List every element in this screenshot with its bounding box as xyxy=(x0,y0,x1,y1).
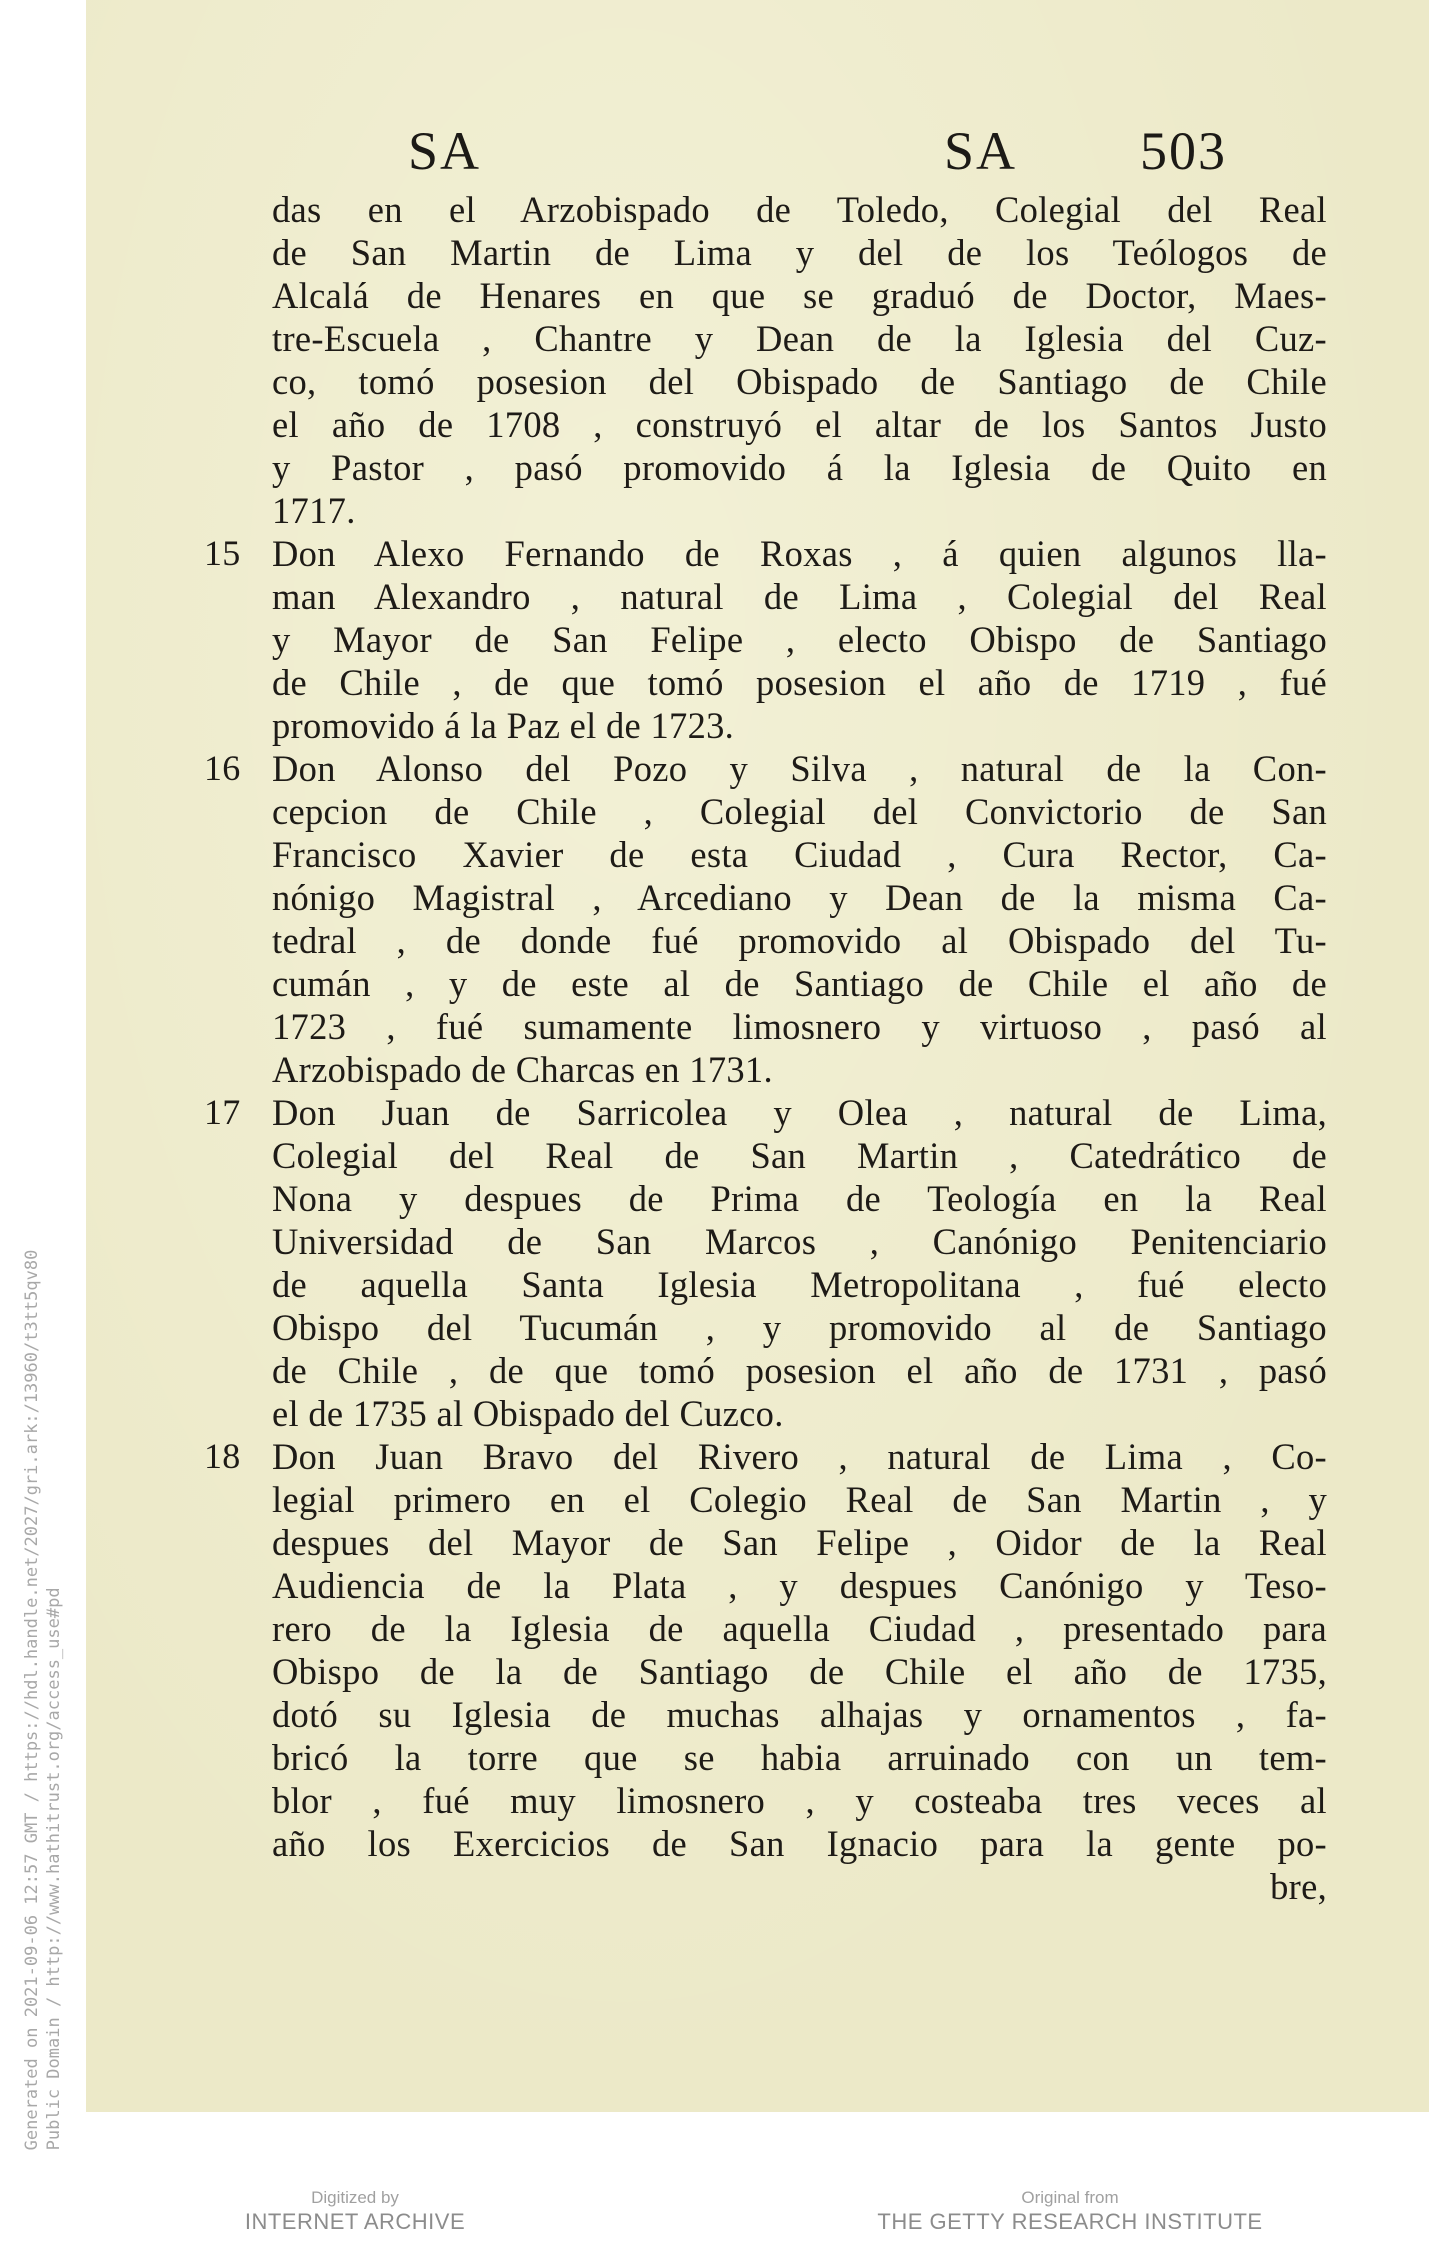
text-line: Universidad de San Marcos , Canónigo Penitenciario xyxy=(272,1221,1327,1262)
entry-number: 18 xyxy=(204,1436,241,1476)
internet-archive-label: INTERNET ARCHIVE xyxy=(244,2209,466,2234)
entry-number: 17 xyxy=(204,1092,241,1132)
access-stamp-line-1: Generated on 2021-09-06 12:57 GMT / https://hdl.handle.net/2027/gri.ark:/13960/t3tt5qv80 xyxy=(22,1249,42,2151)
text-line: Alcalá de Henares en que se graduó de Doctor, Maes- xyxy=(272,275,1327,316)
scanned-page xyxy=(86,0,1429,2112)
footer xyxy=(0,2188,1429,2242)
original-from-credit xyxy=(870,2188,1270,2236)
digitized-by-credit xyxy=(230,2188,480,2236)
text-line: das en el Arzobispado de Toledo, Colegial del Real xyxy=(272,189,1327,230)
text-line: de aquella Santa Iglesia Metropolitana , fué electo xyxy=(272,1264,1327,1305)
text-line: el de 1735 al Obispado del Cuzco. xyxy=(272,1393,784,1434)
text-line: co, tomó posesion del Obispado de Santiago de Chile xyxy=(272,361,1327,402)
text-line: despues del Mayor de San Felipe , Oidor de la Real xyxy=(272,1522,1327,1563)
text-line: tedral , de donde fué promovido al Obispado del Tu- xyxy=(272,920,1327,961)
text-line: dotó su Iglesia de muchas alhajas y ornamentos , fa- xyxy=(272,1694,1327,1735)
text-line: cumán , y de este al de Santiago de Chile el año de xyxy=(272,963,1327,1004)
text-line: Don Juan de Sarricolea y Olea , natural de Lima, xyxy=(272,1092,1327,1133)
text-line: de San Martin de Lima y del de los Teólogos de xyxy=(272,232,1327,273)
access-stamp-line-2: Public Domain / http://www.hathitrust.org/access_use#pd xyxy=(44,1587,64,2151)
running-head-left: SA xyxy=(408,121,482,181)
text-line: el año de 1708 , construyó el altar de los Santos Justo xyxy=(272,404,1327,445)
text-line: Obispo del Tucumán , y promovido al de Santiago xyxy=(272,1307,1327,1348)
text-line: nónigo Magistral , Arcediano y Dean de la misma Ca- xyxy=(272,877,1327,918)
text-line: de Chile , de que tomó posesion el año de 1731 , pasó xyxy=(272,1350,1327,1391)
entry-number: 15 xyxy=(204,533,241,573)
text-line: Don Alexo Fernando de Roxas , á quien algunos lla- xyxy=(272,533,1327,574)
text-line: blor , fué muy limosnero , y costeaba tres veces al xyxy=(272,1780,1327,1821)
text-line: Arzobispado de Charcas en 1731. xyxy=(272,1049,773,1090)
digitized-by-label: Digitized by xyxy=(311,2188,399,2207)
text-line: promovido á la Paz el de 1723. xyxy=(272,705,735,746)
text-line: Nona y despues de Prima de Teología en la Real xyxy=(272,1178,1327,1219)
access-stamp xyxy=(0,0,86,2242)
text-line: cepcion de Chile , Colegial del Convictorio de San xyxy=(272,791,1327,832)
text-line: Don Alonso del Pozo y Silva , natural de la Con- xyxy=(272,748,1327,789)
catchword: bre, xyxy=(1270,1866,1327,1907)
text-line: de Chile , de que tomó posesion el año de 1719 , fué xyxy=(272,662,1327,703)
text-line: año los Exercicios de San Ignacio para la gente po- xyxy=(272,1823,1327,1864)
text-line: Obispo de la de Santiago de Chile el año de 1735, xyxy=(272,1651,1327,1692)
text-line: Colegial del Real de San Martin , Catedrático de xyxy=(272,1135,1327,1176)
original-from-label: Original from xyxy=(1021,2188,1119,2207)
text-line: y Pastor , pasó promovido á la Iglesia de Quito en xyxy=(272,447,1327,488)
text-line: bricó la torre que se habia arruinado con un tem- xyxy=(272,1737,1327,1778)
body-text xyxy=(86,188,1429,1908)
entry xyxy=(86,1435,1429,1865)
text-line: 1723 , fué sumamente limosnero y virtuoso , pasó al xyxy=(272,1006,1327,1047)
entry-number: 16 xyxy=(204,748,241,788)
catchword-row xyxy=(86,1865,1429,1908)
text-line: man Alexandro , natural de Lima , Colegial del Real xyxy=(272,576,1327,617)
entry xyxy=(86,747,1429,1091)
text-line: Don Juan Bravo del Rivero , natural de Lima , Co- xyxy=(272,1436,1327,1477)
text-line: tre-Escuela , Chantre y Dean de la Iglesia del Cuz- xyxy=(272,318,1327,359)
getty-institute-label: THE GETTY RESEARCH INSTITUTE xyxy=(877,2209,1263,2234)
text-line: Francisco Xavier de esta Ciudad , Cura Rector, Ca- xyxy=(272,834,1327,875)
entry xyxy=(86,1091,1429,1435)
text-line: legial primero en el Colegio Real de San Martin , y xyxy=(272,1479,1327,1520)
entry xyxy=(86,188,1429,532)
text-line: 1717. xyxy=(272,490,356,531)
running-head-center: SA xyxy=(944,121,1018,181)
text-line: y Mayor de San Felipe , electo Obispo de Santiago xyxy=(272,619,1327,660)
entry xyxy=(86,532,1429,747)
page-number: 503 xyxy=(1140,121,1227,181)
access-stamp-text xyxy=(21,1250,65,2151)
text-line: rero de la Iglesia de aquella Ciudad , presentado para xyxy=(272,1608,1327,1649)
text-line: Audiencia de la Plata , y despues Canónigo y Teso- xyxy=(272,1565,1327,1606)
running-head xyxy=(86,120,1429,190)
